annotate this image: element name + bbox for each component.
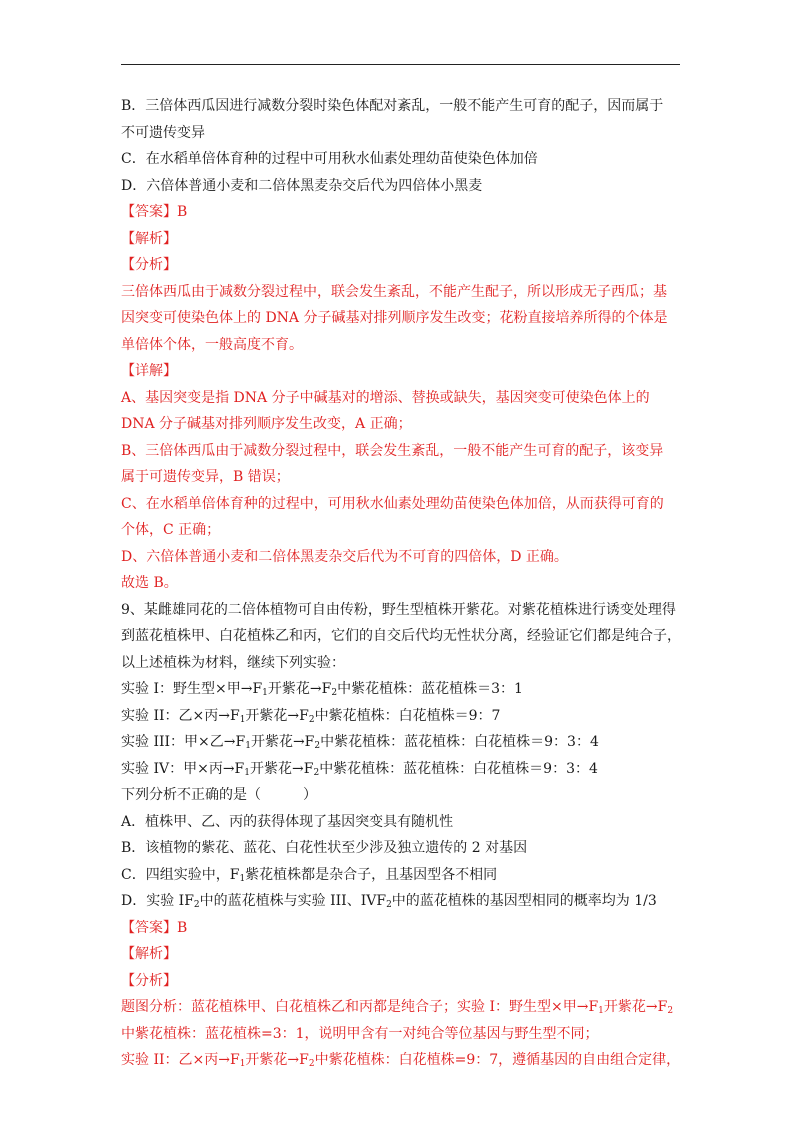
experiment-1: 实验 I：野生型×甲$\to F_1$开紫花$\to F_2$中紫花植株：蓝花植株＝3：1 bbox=[121, 681, 523, 698]
analysis-label: 【解析】 bbox=[121, 230, 177, 247]
fenxi-label-2: 【分析】 bbox=[121, 972, 177, 989]
option-c: C．在水稻单倍体育种的过程中可用秋水仙素处理幼苗使染色体加倍 bbox=[121, 151, 538, 167]
analysis-label-2: 【解析】 bbox=[121, 946, 177, 962]
detail-b-line2: 属于可遗传变异，B 错误； bbox=[121, 469, 290, 485]
detail-a-line1: A、基因突变是指 DNA 分子中碱基对的增添、替换或缺失，基因突变可使染色体上的 bbox=[121, 389, 650, 406]
detail-c-line1: C、在水稻单倍体育种的过程中，可用秋水仙素处理幼苗使染色体加倍，从而获得可育的 bbox=[121, 495, 664, 512]
question9-option-a: A．植株甲、乙、丙的获得体现了基因突变具有随机性 bbox=[121, 813, 454, 830]
option-b-line2: 不可遗传变异 bbox=[121, 124, 205, 141]
fenxi2-line3: 实验 II：乙×丙$\to F_1$开紫花$\to F_2$中紫花植株：白花植株=9：7，遵循基因的自由组合定律， bbox=[121, 1052, 681, 1069]
question9-option-b: B．该植物的紫花、蓝花、白花性状至少涉及独立遗传的 2 对基因 bbox=[121, 840, 528, 856]
experiment-3: 实验 III：甲×乙$\to F_1$开紫花$\to F_2$中紫花植株：蓝花植株：白花植株＝9：3：4 bbox=[121, 734, 599, 751]
question9-line3: 以上述植株为材料，继续下列实验： bbox=[121, 654, 345, 671]
question9-option-c: C．四组实验中，$F_1$紫花植株都是杂合子，且基因型各不相同 bbox=[121, 866, 498, 884]
fenxi-text-line3: 单倍体个体，一般高度不育。 bbox=[121, 336, 303, 353]
option-d: D．六倍体普通小麦和二倍体黑麦杂交后代为四倍体小黑麦 bbox=[121, 177, 483, 194]
answer-label: 【答案】B bbox=[121, 204, 188, 220]
fenxi-label: 【分析】 bbox=[121, 257, 177, 273]
question9-line1: 9、某雌雄同花的二倍体植物可自由传粉，野生型植株开紫花。对紫花植株进行诱变处理得 bbox=[121, 601, 676, 618]
document-body bbox=[121, 93, 689, 1074]
option-b-line1: B．三倍体西瓜因进行减数分裂时染色体配对紊乱，一般不能产生可育的配子，因而属于 bbox=[121, 98, 664, 114]
answer-label-2: 【答案】B bbox=[121, 919, 188, 936]
fenxi2-line2: 中紫花植株：蓝花植株=3：1，说明甲含有一对纯合等位基因与野生型不同； bbox=[121, 1025, 599, 1042]
conclusion: 故选 B。 bbox=[121, 575, 178, 591]
fenxi-text-line2: 因突变可使染色体上的 DNA 分子碱基对排列顺序发生改变；花粉直接培养所得的个体是 bbox=[121, 310, 668, 326]
detail-c-line2: 个体，C 正确； bbox=[121, 522, 221, 538]
fenxi-text-line1: 三倍体西瓜由于减数分裂过程中，联会发生紊乱，不能产生配子，所以形成无子西瓜；基 bbox=[121, 283, 667, 300]
question9-prompt: 下列分析不正确的是（ ） bbox=[121, 787, 317, 803]
detail-b-line1: B、三倍体西瓜由于减数分裂过程中，联会发生紊乱，一般不能产生可育的配子，该变异 bbox=[121, 442, 664, 459]
detail-a-line2: DNA 分子碱基对排列顺序发生改变，A 正确； bbox=[121, 416, 412, 432]
fenxi2-line1: 题图分析：蓝花植株甲、白花植株乙和丙都是纯合子；实验 I：野生型×甲$\to F_1$开紫花$\to F_2$ bbox=[121, 999, 674, 1016]
experiment-2: 实验 II：乙×丙$\to F_1$开紫花$\to F_2$中紫花植株：白花植株＝9：7 bbox=[121, 707, 501, 725]
header-rule bbox=[121, 64, 680, 65]
xiangjie-label: 【详解】 bbox=[121, 363, 177, 379]
question9-line2: 到蓝花植株甲、白花植株乙和丙，它们的自交后代均无性状分离，经验证它们都是纯合子， bbox=[121, 628, 681, 644]
detail-d: D、六倍体普通小麦和二倍体黑麦杂交后代为不可育的四倍体，D 正确。 bbox=[121, 548, 568, 565]
question9-option-d: D．实验 $IF_2$中的蓝花植株与实验 III、$IVF_2$中的蓝花植株的基因型相同的概率均为 1/3 bbox=[121, 893, 657, 910]
experiment-4: 实验 IV：甲×丙$\to F_1$开紫花$\to F_2$中紫花植株：蓝花植株：白花植株＝9：3：4 bbox=[121, 760, 598, 778]
